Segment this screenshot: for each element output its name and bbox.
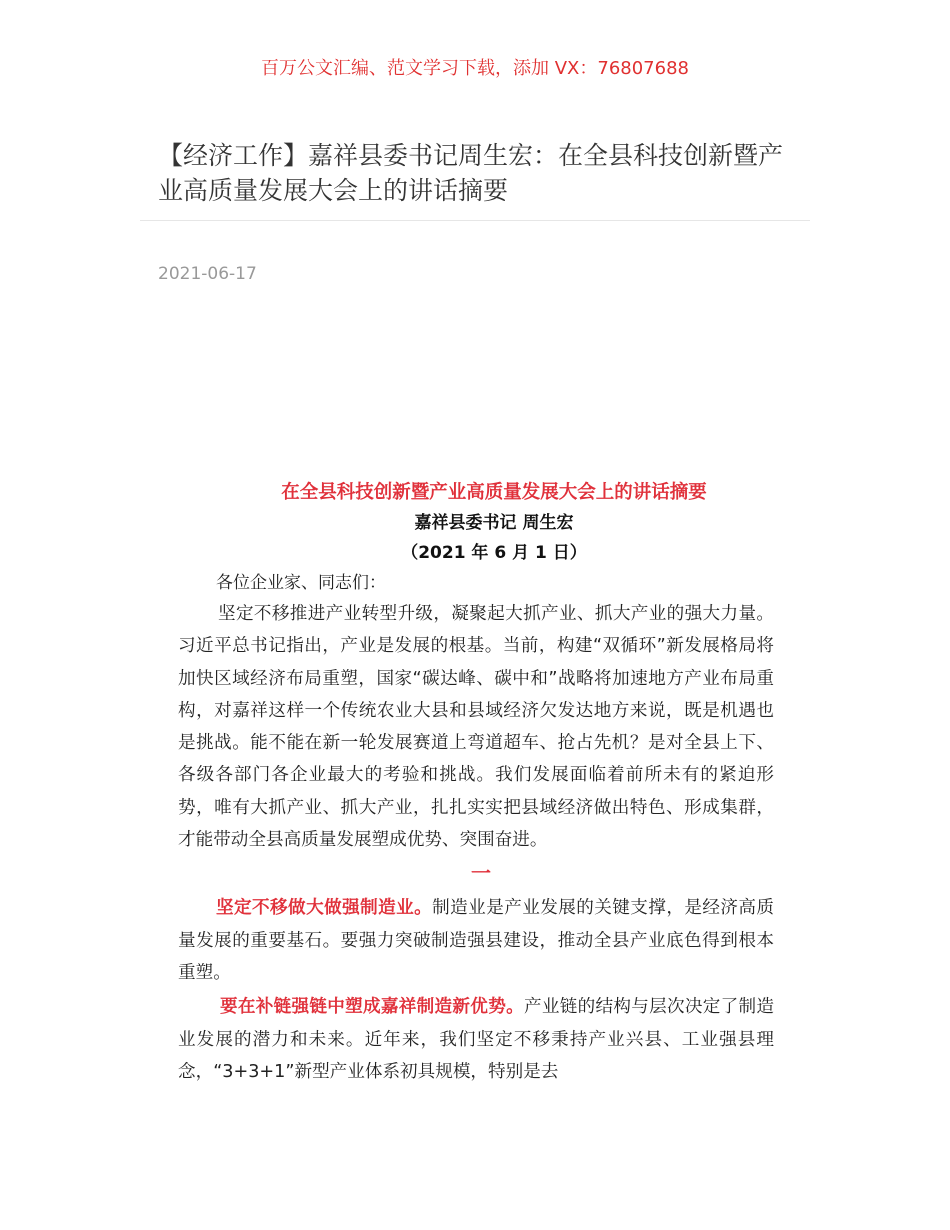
promo-banner: 百万公文汇编、范文学习下载，添加 VX：76807688 — [261, 58, 689, 79]
speech-date: （2021 年 6 月 1 日） — [401, 543, 587, 563]
publish-date: 2021-06-17 — [158, 264, 257, 284]
section-number: 一 — [471, 861, 491, 886]
section2-paragraph — [178, 991, 774, 1088]
speaker-line: 嘉祥县委书记 周生宏 — [414, 513, 574, 533]
intro-paragraph: 坚定不移推进产业转型升级，凝聚起大抓产业、抓大产业的强大力量。习近平总书记指出，产业是发展的根基。当前，构建“双循环”新发展格局将加快区域经济布局重塑，国家“碳达峰、碳中和”战略将加速地方产业布局重构，对嘉祥这样一个传统农业大县和县域经济欠发达地方来说，既是机遇也是挑战。能不能在新一轮发展赛道上弯道超车、抢占先机？是对全县上下、各级各部门各企业最大的考验和挑战。我们发展面临着前所未有的紧迫形势，唯有大抓产业、抓大产业，扎扎实实把县域经济做出特色、形成集群，才能带动全县高质量发展塑成优势、突围奋进。 — [178, 604, 774, 851]
section1-body: 制造业是产业发展的关键支撑，是经济高质量发展的重要基石。要强力突破制造强县建设，推动全县产业底色得到根本重塑。 — [178, 898, 774, 983]
section1-heading: 坚定不移做大做强制造业。 — [216, 898, 433, 919]
greeting: 各位企业家、同志们： — [216, 573, 386, 593]
speech-title: 在全县科技创新暨产业高质量发展大会上的讲话摘要 — [281, 482, 707, 503]
article-body — [178, 478, 774, 1088]
title-divider — [140, 220, 810, 221]
section2-heading: 要在补链强链中塑成嘉祥制造新优势。 — [220, 997, 524, 1018]
page-title: 【经济工作】嘉祥县委书记周生宏：在全县科技创新暨产业高质量发展大会上的讲话摘要 — [158, 141, 784, 205]
section1-paragraph — [178, 892, 774, 989]
section2-body: 产业链的结构与层次决定了制造业发展的潜力和未来。近年来，我们坚定不移秉持产业兴县、工业强县理念，“3+3+1”新型产业体系初具规模，特别是去 — [178, 997, 774, 1082]
